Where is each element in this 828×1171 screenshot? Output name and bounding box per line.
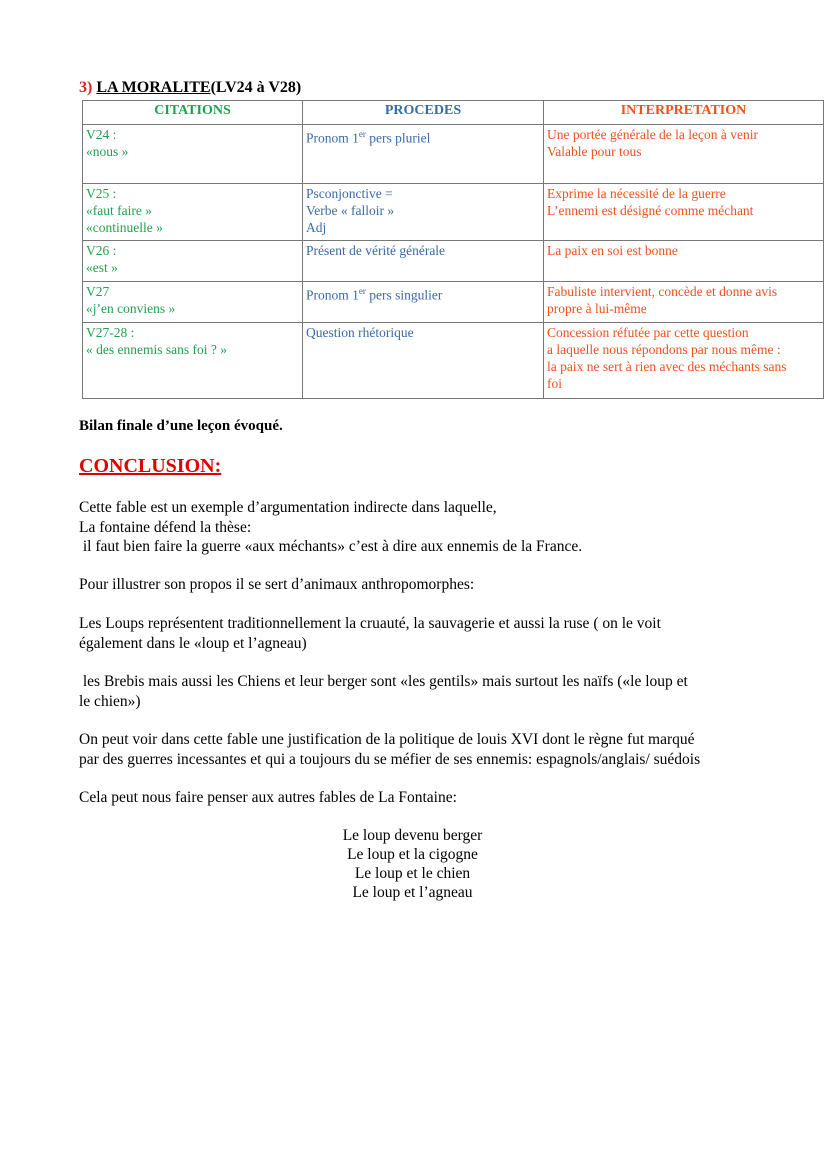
- conclusion-heading: CONCLUSION:: [79, 455, 222, 477]
- paragraph: [79, 788, 799, 808]
- text-line: Cela peut nous faire penser aux autres fables de La Fontaine:: [79, 789, 457, 806]
- fable-title: Le loup devenu berger: [342, 827, 483, 844]
- procede-cell: [303, 282, 544, 323]
- cell-text: Adj: [306, 220, 327, 235]
- cell-text: Fabuliste intervient, concède et donne avis: [547, 284, 778, 299]
- moralite-table: [82, 100, 824, 399]
- citation-cell: [83, 323, 303, 399]
- cell-text: Une portée générale de la leçon à venir: [547, 127, 759, 142]
- cell-text: Question rhétorique: [306, 325, 414, 340]
- cell-text: pers singulier: [365, 287, 443, 303]
- paragraph: [79, 730, 799, 769]
- fable-title: Le loup et l’agneau: [352, 884, 473, 901]
- cell-text: Concession réfutée par cette question: [547, 325, 749, 340]
- cell-text: V27: [86, 284, 110, 299]
- cell-text: la paix ne sert à rien avec des méchants sans: [547, 359, 787, 374]
- procede-cell: [303, 241, 544, 282]
- interpretation-cell: [544, 282, 824, 323]
- cell-text: Valable pour tous: [547, 144, 642, 159]
- paragraph: [79, 614, 799, 653]
- citation-cell: [83, 184, 303, 241]
- cell-sup: er: [358, 286, 366, 296]
- paragraph: [79, 498, 799, 557]
- interpretation-cell: [544, 241, 824, 282]
- cell-text: Psconjonctive =: [306, 186, 393, 201]
- cell-text: «faut faire »: [86, 203, 152, 218]
- text-line: Les Loups représentent traditionnellement la cruauté, la sauvagerie et aussi la ruse ( on le voit: [79, 615, 661, 632]
- table-row: [83, 282, 824, 323]
- fable-title: Le loup et le chien: [354, 865, 471, 882]
- cell-text: V27-28 :: [86, 325, 135, 340]
- cell-text: V25 :: [86, 186, 117, 201]
- cell-text: V26 :: [86, 243, 117, 258]
- text-line: il faut bien faire la guerre «aux méchants» c’est à dire aux ennemis de la France.: [79, 538, 583, 555]
- text-line: le chien»): [79, 692, 141, 710]
- section-title-text: LA MORALITE: [96, 79, 211, 96]
- cell-text: «est »: [86, 260, 118, 275]
- table-row: [83, 125, 824, 184]
- text-line: On peut voir dans cette fable une justification de la politique de louis XVI dont le règne fut marqué: [79, 731, 695, 748]
- text-line: Cette fable est un exemple d’argumentation indirecte dans laquelle,: [79, 499, 497, 516]
- table-header-row: [83, 101, 824, 125]
- section-range: (LV24 à V28): [210, 79, 302, 96]
- table-row: [83, 323, 824, 399]
- table-row: [83, 184, 824, 241]
- paragraph: [79, 575, 799, 595]
- text-line: par des guerres incessantes et qui a toujours du se méfier de ses ennemis: espagnols/anglais/ suédois: [79, 750, 701, 768]
- cell-text: Présent de vérité générale: [306, 243, 446, 258]
- fable-title: Le loup et la cigogne: [347, 846, 478, 863]
- interpretation-cell: [544, 125, 824, 184]
- procede-cell: [303, 184, 544, 241]
- cell-sup: er: [358, 129, 366, 139]
- interpretation-cell: [544, 323, 824, 399]
- cell-text: La paix en soi est bonne: [547, 243, 678, 258]
- cell-text: « des ennemis sans foi ? »: [86, 342, 227, 357]
- fables-list: [260, 826, 565, 902]
- section-number: 3): [79, 79, 93, 96]
- paragraph: [79, 672, 799, 711]
- cell-text: Pronom 1: [306, 130, 359, 146]
- cell-text: Exprime la nécessité de la guerre: [547, 186, 726, 201]
- cell-text: «j’en conviens »: [86, 301, 176, 316]
- header-citations: CITATIONS: [83, 101, 303, 125]
- cell-text: Pronom 1: [306, 287, 359, 303]
- cell-text: foi: [547, 376, 562, 391]
- cell-text: «continuelle »: [86, 220, 163, 235]
- table-row: [83, 241, 824, 282]
- citation-cell: [83, 282, 303, 323]
- text-line: également dans le «loup et l’agneau): [79, 634, 307, 652]
- bilan-text: Bilan finale d’une leçon évoqué.: [79, 418, 283, 434]
- cell-text: Verbe « falloir »: [306, 203, 395, 218]
- text-line: Pour illustrer son propos il se sert d’animaux anthropomorphes:: [79, 576, 475, 593]
- cell-text: a laquelle nous répondons par nous même :: [547, 342, 781, 357]
- cell-text: L’ennemi est désigné comme méchant: [547, 203, 754, 218]
- text-line: La fontaine défend la thèse:: [79, 518, 252, 536]
- header-interpretation: INTERPRETATION: [544, 101, 824, 125]
- cell-text: propre à lui-même: [547, 301, 647, 316]
- cell-text: V24 :: [86, 127, 117, 142]
- citation-cell: [83, 241, 303, 282]
- procede-cell: [303, 125, 544, 184]
- procede-cell: [303, 323, 544, 399]
- cell-text: pers pluriel: [365, 130, 431, 146]
- header-procedes: PROCEDES: [303, 101, 544, 125]
- citation-cell: [83, 125, 303, 184]
- cell-text: «nous »: [86, 144, 129, 159]
- section-title: [79, 79, 301, 97]
- text-line: les Brebis mais aussi les Chiens et leur berger sont «les gentils» mais surtout les naïfs («le loup et: [79, 673, 688, 690]
- interpretation-cell: [544, 184, 824, 241]
